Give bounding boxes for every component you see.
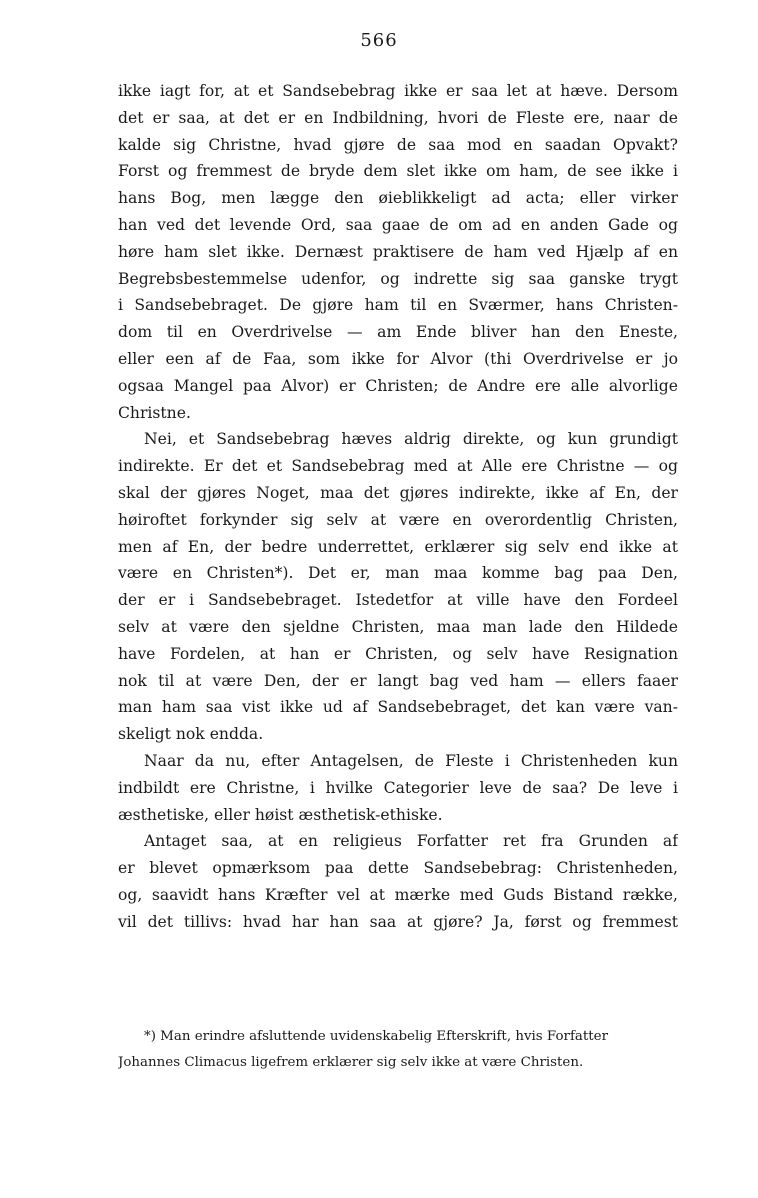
text-line: der er i Sandsebebraget. Istedetfor at ville have den Fordeel <box>118 591 678 610</box>
text-line: ogsaa Mangel paa Alvor) er Christen; de Andre ere alle alvorlige <box>118 376 678 395</box>
text-line: det er saa, at det er en Indbildning, hvori de Fleste ere, naar de <box>118 108 678 127</box>
text-line: Antaget saa, at en religieus Forfatter ret fra Grunden af <box>144 832 678 851</box>
main-text <box>118 78 678 936</box>
text-line: og, saavidt hans Kræfter vel at mærke med Guds Bistand række, <box>118 885 678 904</box>
footnote-line: Johannes Climacus ligefrem erklærer sig selv ikke at være Christen. <box>118 1055 584 1070</box>
text-line: indbildt ere Christne, i hvilke Categorier leve de saa? De leve i <box>118 778 678 797</box>
text-line: man ham saa vist ikke ud af Sandsebebraget, det kan være van- <box>118 698 678 717</box>
text-line: vil det tillivs: hvad har han saa at gjøre? Ja, først og fremmest <box>118 912 678 931</box>
text-line: dom til en Overdrivelse — am Ende bliver han den Eneste, <box>118 323 678 342</box>
text-line: Forst og fremmest de bryde dem slet ikke om ham, de see ikke i <box>118 162 678 181</box>
text-line: Nei, et Sandsebebrag hæves aldrig direkte, og kun grundigt <box>144 430 678 449</box>
text-line: Begrebsbestemmelse udenfor, og indrette sig saa ganske trygt <box>118 269 678 288</box>
text-line: er blevet opmærksom paa dette Sandsebebrag: Christenheden, <box>118 859 678 878</box>
text-line: kalde sig Christne, hvad gjøre de saa mod en saadan Opvakt? <box>118 135 678 154</box>
text-line: være en Christen*). Det er, man maa komme bag paa Den, <box>118 564 678 583</box>
text-line: Christne. <box>118 403 191 422</box>
text-line: høiroftet forkynder sig selv at være en overordentlig Christen, <box>118 510 678 529</box>
text-line: hans Bog, men lægge den øieblikkeligt ad acta; eller virker <box>118 189 678 208</box>
footnotes <box>118 1024 678 1076</box>
text-line: skeligt nok endda. <box>118 725 264 744</box>
text-line: skal der gjøres Noget, maa det gjøres indirekte, ikke af En, der <box>118 483 678 502</box>
footnote-line: *) Man erindre afsluttende uvidenskabelig Efterskrift, hvis Forfatter <box>144 1029 608 1044</box>
text-line: æsthetiske, eller høist æsthetisk-ethiske. <box>118 805 443 824</box>
text-line: selv at være den sjeldne Christen, maa man lade den Hildede <box>118 617 678 636</box>
text-line: indirekte. Er det et Sandsebebrag med at Alle ere Christne — og <box>118 457 678 476</box>
text-line: Naar da nu, efter Antagelsen, de Fleste i Christenheden kun <box>144 751 678 770</box>
text-line: eller een af de Faa, som ikke for Alvor (thi Overdrivelse er jo <box>118 349 678 368</box>
text-line: ikke iagt for, at et Sandsebebrag ikke er saa let at hæve. Dersom <box>118 82 678 100</box>
text-line: have Fordelen, at han er Christen, og selv have Resignation <box>118 644 678 663</box>
text-line: nok til at være Den, der er langt bag ved ham — ellers faaer <box>118 671 678 690</box>
text-line: han ved det levende Ord, saa gaae de om ad en anden Gade og <box>118 215 678 234</box>
text-line: men af En, der bedre underrettet, erklærer sig selv end ikke at <box>118 537 678 556</box>
text-line: i Sandsebebraget. De gjøre ham til en Sværmer, hans Christen- <box>118 296 678 315</box>
page-number: 566 <box>360 30 398 51</box>
text-line: høre ham slet ikke. Dernæst praktisere de ham ved Hjælp af en <box>118 242 678 261</box>
